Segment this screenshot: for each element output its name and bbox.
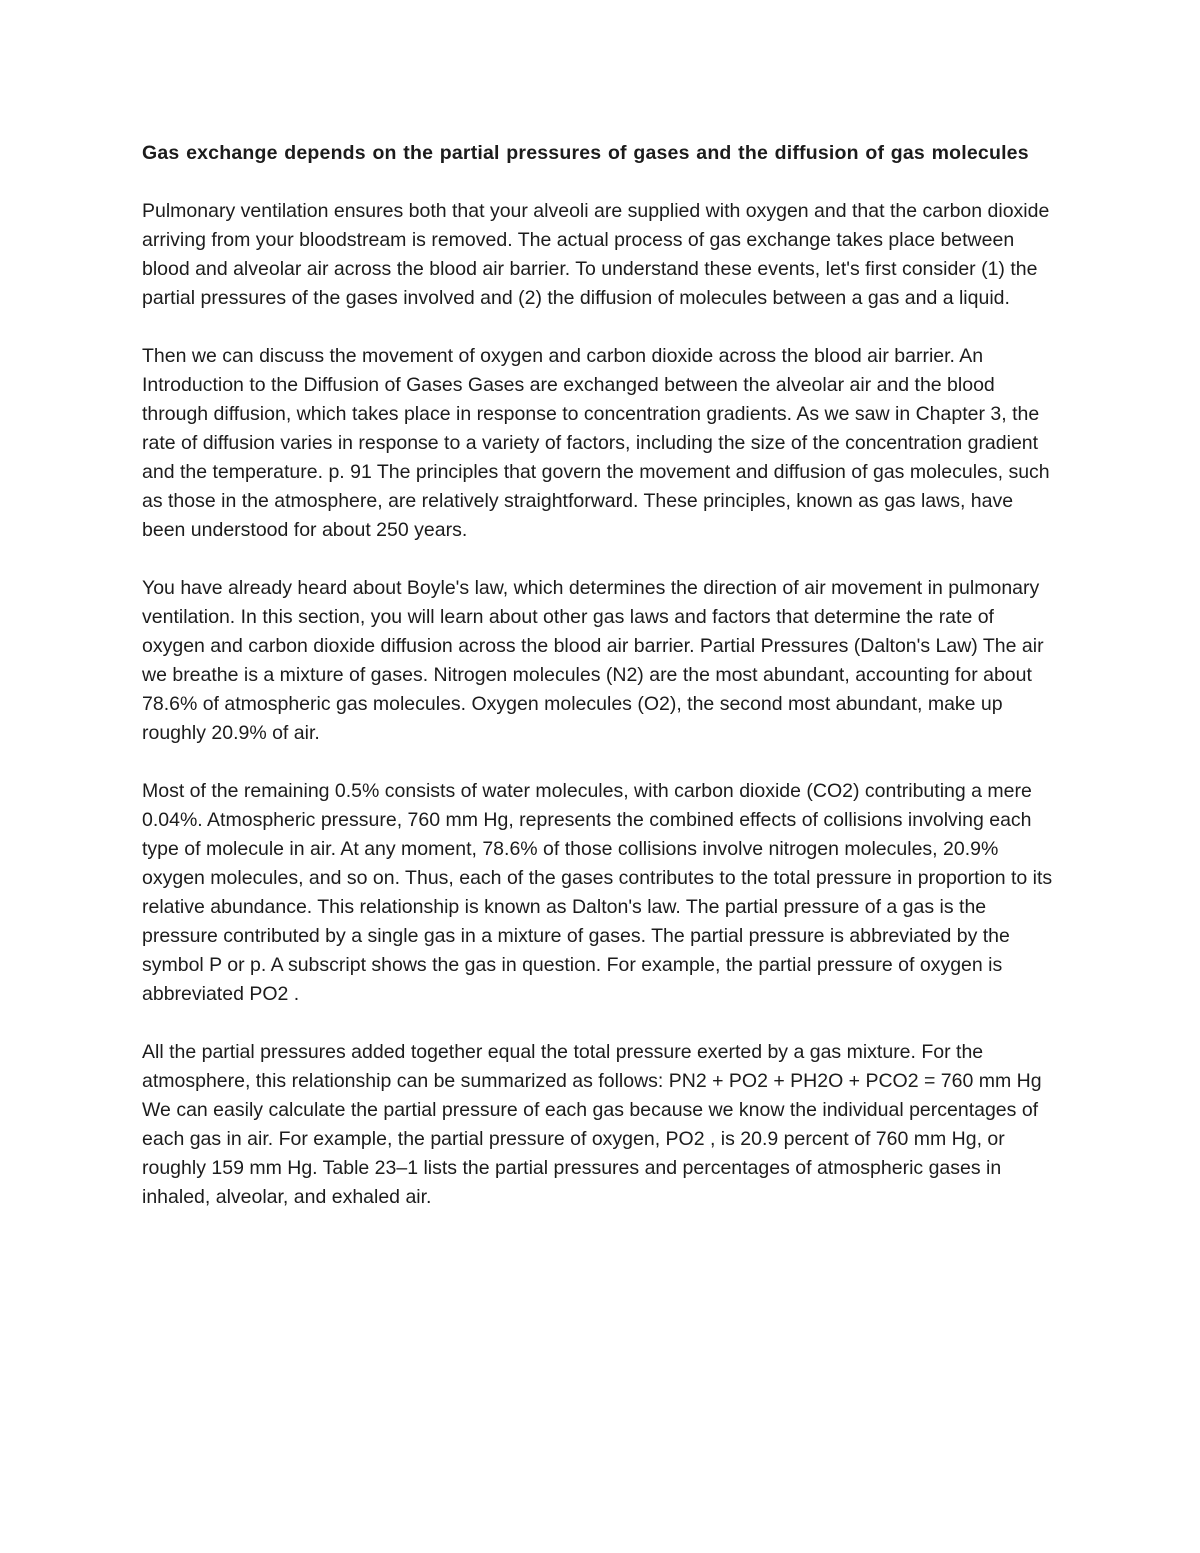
document-title: Gas exchange depends on the partial pressures of gases and the diffusion of gas molecules [142, 142, 1029, 164]
document-body [142, 139, 1058, 1241]
paragraph-partial-pressure: Most of the remaining 0.5% consists of water molecules, with carbon dioxide (CO2) contributing a mere 0.04%. Atmospheric pressure, 760 mm Hg, represents the combined effects of collisions involving each type of molecule in air. At any moment, 78.6% of those collisions involve nitrogen molecules, 20.9% oxygen molecules, and so on. Thus, each of the gases contributes to the total pressure in proportion to its relative abundance. This relationship is known as Dalton's law. The partial pressure of a gas is the pressure contributed by a single gas in a mixture of gases. The partial pressure is abbreviated by the symbol P or p. A subscript shows the gas in question. For example, the partial pressure of oxygen is abbreviated PO2 . [142, 780, 1053, 1005]
paragraph-pulmonary-ventilation: Pulmonary ventilation ensures both that your alveoli are supplied with oxygen and that the carbon dioxide arriving from your bloodstream is removed. The actual process of gas exchange takes place between blood and alveolar air across the blood air barrier. To understand these events, let's first consider (1) the partial pressures of the gases involved and (2) the diffusion of molecules between a gas and a liquid. [142, 200, 1050, 309]
paragraph-daltons-law: You have already heard about Boyle's law, which determines the direction of air movement in pulmonary ventilation. In this section, you will learn about other gas laws and factors that determine the rate of oxygen and carbon dioxide diffusion across the blood air barrier. Partial Pressures (Dalton's Law) The air we breathe is a mixture of gases. Nitrogen molecules (N2) are the most abundant, accounting for about 78.6% of atmospheric gas molecules. Oxygen molecules (O2), the second most abundant, make up roughly 20.9% of air. [142, 577, 1044, 744]
paragraph-diffusion-of-gases: Then we can discuss the movement of oxygen and carbon dioxide across the blood air barrier. An Introduction to the Diffusion of Gases Gases are exchanged between the alveolar air and the blood through diffusion, which takes place in response to concentration gradients. As we saw in Chapter 3, the rate of diffusion varies in response to a variety of factors, including the size of the concentration gradient and the temperature. p. 91 The principles that govern the movement and diffusion of gas molecules, such as those in the atmosphere, are relatively straightforward. These principles, known as gas laws, have been understood for about 250 years. [142, 345, 1050, 541]
paragraph-total-pressure: All the partial pressures added together equal the total pressure exerted by a gas mixture. For the atmosphere, this relationship can be summarized as follows: PN2 + PO2 + PH2O + PCO2 = 760 mm Hg We can easily calculate the partial pressure of each gas because we know the individual percentages of each gas in air. For example, the partial pressure of oxygen, PO2 , is 20.9 percent of 760 mm Hg, or roughly 159 mm Hg. Table 23–1 lists the partial pressures and percentages of atmospheric gases in inhaled, alveolar, and exhaled air. [142, 1041, 1042, 1208]
